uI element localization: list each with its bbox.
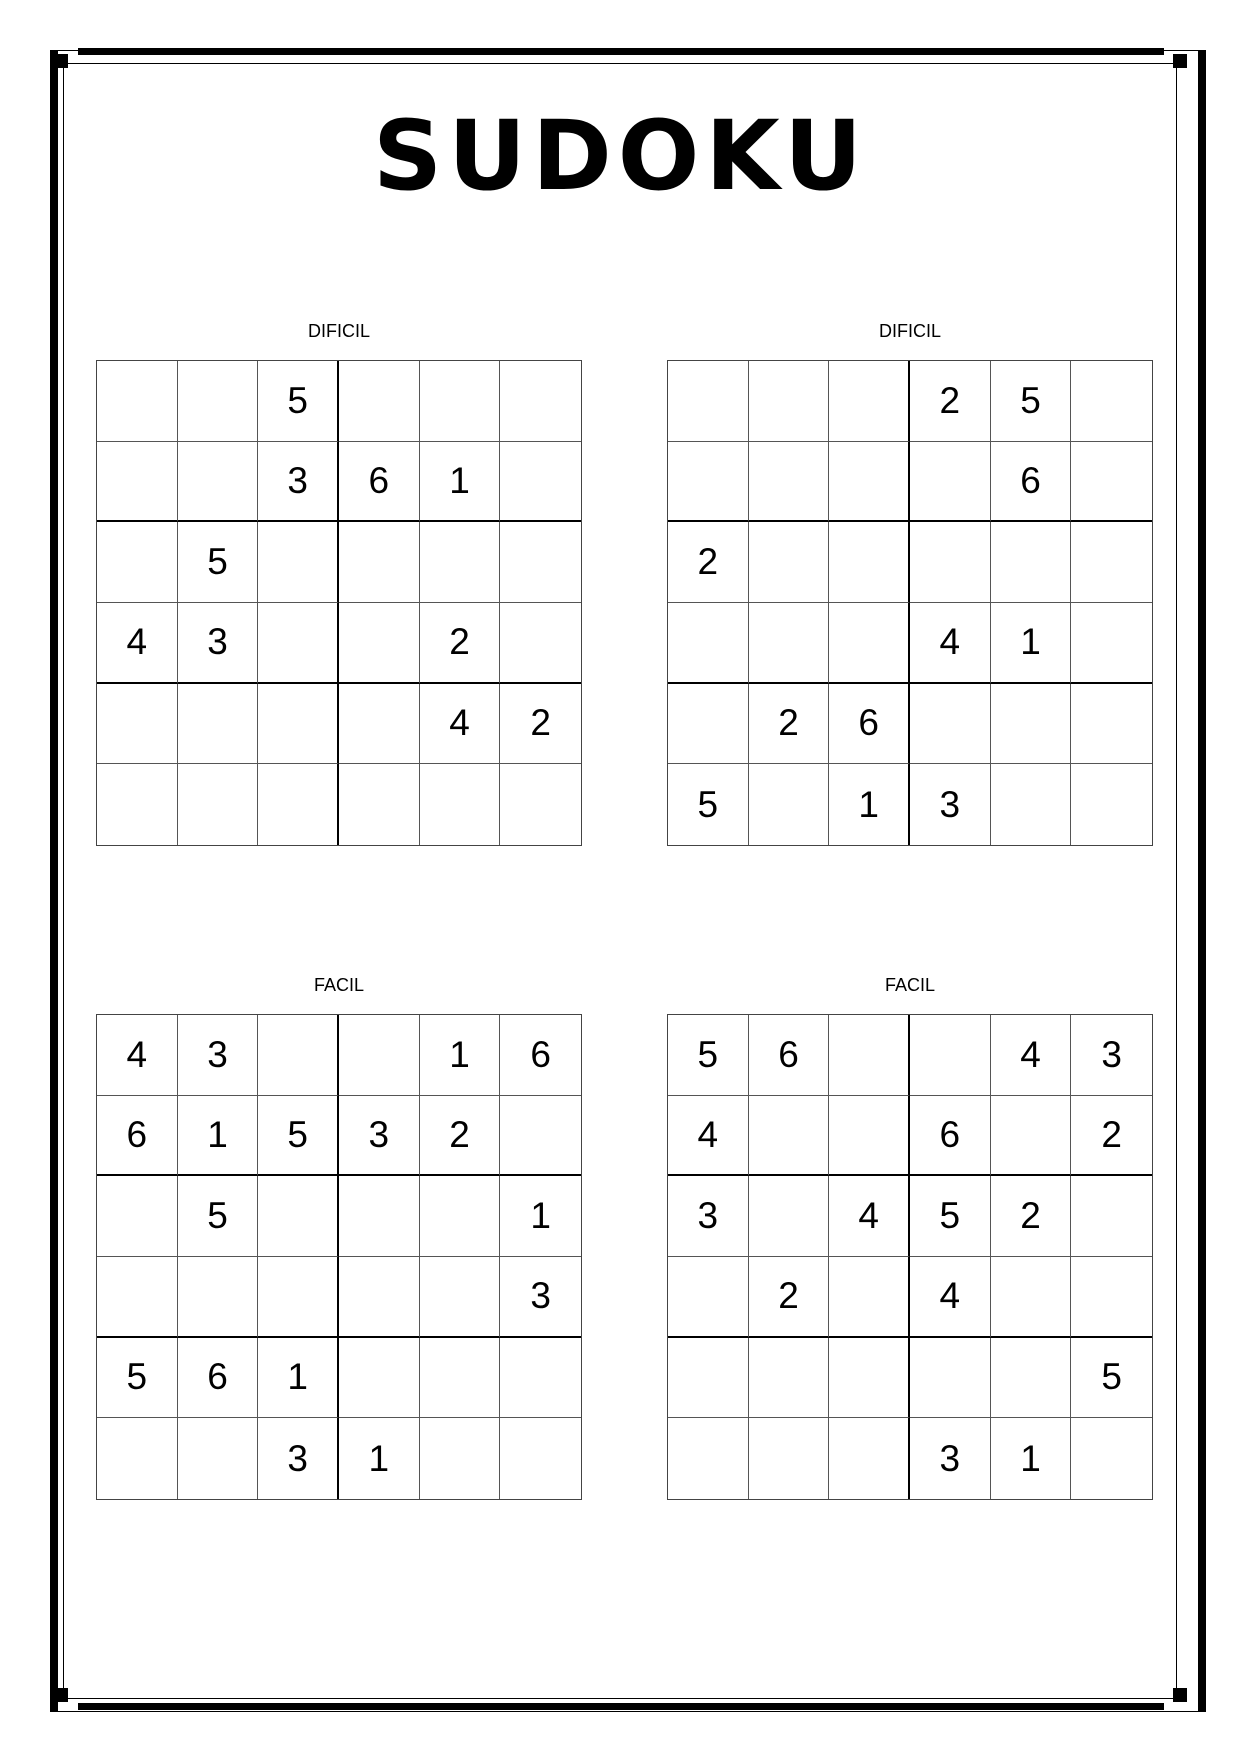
sudoku-cell[interactable] [178, 1418, 259, 1499]
sudoku-cell[interactable] [991, 522, 1072, 603]
sudoku-cell[interactable] [339, 1257, 420, 1338]
sudoku-cell[interactable] [97, 684, 178, 765]
sudoku-cell[interactable] [339, 522, 420, 603]
sudoku-cell[interactable] [829, 1418, 910, 1499]
sudoku-cell[interactable]: 2 [749, 1257, 830, 1338]
sudoku-cell[interactable]: 5 [991, 361, 1072, 442]
border-corner [54, 1688, 68, 1702]
sudoku-cell[interactable] [829, 1338, 910, 1419]
sudoku-cell[interactable]: 6 [97, 1096, 178, 1177]
sudoku-cell[interactable]: 5 [910, 1176, 991, 1257]
sudoku-cell[interactable] [991, 1338, 1072, 1419]
sudoku-cell[interactable]: 5 [178, 522, 259, 603]
sudoku-cell[interactable] [749, 1096, 830, 1177]
sudoku-cell[interactable] [991, 1096, 1072, 1177]
sudoku-cell[interactable] [991, 1257, 1072, 1338]
sudoku-cell[interactable] [668, 1418, 749, 1499]
sudoku-cell[interactable]: 1 [258, 1338, 339, 1419]
sudoku-cell[interactable] [910, 1015, 991, 1096]
sudoku-cell[interactable] [749, 1418, 830, 1499]
sudoku-cell[interactable] [178, 361, 259, 442]
sudoku-cell[interactable] [258, 603, 339, 684]
page-title: SUDOKU [372, 100, 869, 212]
sudoku-cell[interactable] [97, 1418, 178, 1499]
sudoku-cell[interactable]: 1 [829, 764, 910, 845]
sudoku-cell[interactable] [1071, 684, 1152, 765]
sudoku-grid [667, 360, 1153, 846]
sudoku-cell[interactable]: 5 [97, 1338, 178, 1419]
sudoku-cell[interactable] [668, 603, 749, 684]
sudoku-cell[interactable]: 3 [258, 442, 339, 523]
page-border-top-bar [78, 48, 1164, 55]
sudoku-cell[interactable]: 6 [910, 1096, 991, 1177]
sudoku-cell[interactable] [500, 764, 581, 845]
sudoku-cell[interactable] [668, 361, 749, 442]
sudoku-cell[interactable]: 3 [258, 1418, 339, 1499]
sudoku-cell[interactable] [420, 1257, 501, 1338]
sudoku-cell[interactable]: 6 [178, 1338, 259, 1419]
sudoku-cell[interactable] [1071, 522, 1152, 603]
sudoku-cell[interactable] [829, 1015, 910, 1096]
sudoku-cell[interactable]: 4 [97, 1015, 178, 1096]
sudoku-cell[interactable] [500, 442, 581, 523]
sudoku-cell[interactable]: 4 [991, 1015, 1072, 1096]
sudoku-cell[interactable]: 5 [178, 1176, 259, 1257]
sudoku-cell[interactable] [500, 603, 581, 684]
sudoku-cell[interactable] [1071, 1257, 1152, 1338]
sudoku-cell[interactable] [910, 442, 991, 523]
sudoku-cell[interactable] [339, 684, 420, 765]
sudoku-cell[interactable]: 6 [829, 684, 910, 765]
sudoku-cell[interactable]: 5 [668, 764, 749, 845]
sudoku-cell[interactable] [910, 684, 991, 765]
sudoku-cell[interactable] [1071, 1418, 1152, 1499]
sudoku-cell[interactable] [749, 442, 830, 523]
sudoku-cell[interactable]: 4 [910, 603, 991, 684]
sudoku-cell[interactable] [258, 1015, 339, 1096]
sudoku-cell[interactable] [829, 1096, 910, 1177]
sudoku-cell[interactable]: 5 [668, 1015, 749, 1096]
sudoku-cell[interactable] [829, 522, 910, 603]
sudoku-cell[interactable]: 2 [420, 1096, 501, 1177]
sudoku-cell[interactable] [910, 522, 991, 603]
sudoku-cell[interactable] [258, 1257, 339, 1338]
sudoku-cell[interactable] [178, 1257, 259, 1338]
sudoku-cell[interactable] [500, 361, 581, 442]
sudoku-cell[interactable] [500, 522, 581, 603]
sudoku-cell[interactable]: 2 [668, 522, 749, 603]
puzzle-difficulty-label: FACIL [884, 975, 936, 995]
sudoku-cell[interactable] [749, 1176, 830, 1257]
sudoku-cell[interactable]: 4 [829, 1176, 910, 1257]
sudoku-cell[interactable]: 5 [1071, 1338, 1152, 1419]
sudoku-cell[interactable] [668, 1257, 749, 1338]
sudoku-cell[interactable]: 3 [668, 1176, 749, 1257]
sudoku-cell[interactable] [97, 1176, 178, 1257]
border-corner [54, 54, 68, 68]
puzzle-top-left [96, 320, 582, 846]
border-corner [1173, 1688, 1187, 1702]
sudoku-cell[interactable]: 4 [97, 603, 178, 684]
sudoku-cell[interactable]: 2 [1071, 1096, 1152, 1177]
sudoku-cell[interactable] [339, 361, 420, 442]
puzzle-difficulty-label: FACIL [313, 975, 365, 995]
sudoku-cell[interactable]: 6 [991, 442, 1072, 523]
sudoku-cell[interactable]: 1 [339, 1418, 420, 1499]
sudoku-cell[interactable] [97, 1257, 178, 1338]
sudoku-cell[interactable] [258, 764, 339, 845]
sudoku-cell[interactable] [178, 684, 259, 765]
sudoku-cell[interactable] [1071, 1176, 1152, 1257]
sudoku-cell[interactable]: 4 [668, 1096, 749, 1177]
sudoku-cell[interactable] [1071, 442, 1152, 523]
sudoku-cell[interactable] [339, 1338, 420, 1419]
sudoku-cell[interactable] [339, 1176, 420, 1257]
sudoku-cell[interactable]: 3 [178, 603, 259, 684]
puzzle-difficulty-label: DIFICIL [307, 321, 370, 341]
puzzle-bottom-right [667, 974, 1153, 1500]
sudoku-grid [96, 360, 582, 846]
sudoku-grid [667, 1014, 1153, 1500]
border-corner [1173, 54, 1187, 68]
sudoku-cell[interactable]: 6 [749, 1015, 830, 1096]
sudoku-cell[interactable]: 6 [500, 1015, 581, 1096]
sudoku-cell[interactable]: 3 [910, 1418, 991, 1499]
sudoku-cell[interactable] [668, 684, 749, 765]
sudoku-cell[interactable] [749, 603, 830, 684]
sudoku-cell[interactable]: 1 [500, 1176, 581, 1257]
sudoku-cell[interactable] [258, 522, 339, 603]
sudoku-grid [96, 1014, 582, 1500]
sudoku-cell[interactable] [97, 442, 178, 523]
puzzle-bottom-left [96, 974, 582, 1500]
sudoku-cell[interactable] [97, 361, 178, 442]
sudoku-cell[interactable] [1071, 603, 1152, 684]
sudoku-cell[interactable] [500, 1418, 581, 1499]
sudoku-cell[interactable] [258, 684, 339, 765]
sudoku-cell[interactable] [178, 442, 259, 523]
sudoku-cell[interactable] [1071, 764, 1152, 845]
sudoku-cell[interactable] [339, 1015, 420, 1096]
sudoku-cell[interactable] [668, 1338, 749, 1419]
sudoku-cell[interactable]: 2 [500, 684, 581, 765]
sudoku-cell[interactable]: 6 [339, 442, 420, 523]
sudoku-cell[interactable] [420, 1176, 501, 1257]
sudoku-cell[interactable] [829, 603, 910, 684]
sudoku-cell[interactable] [829, 442, 910, 523]
sudoku-cell[interactable]: 5 [258, 361, 339, 442]
sudoku-cell[interactable] [420, 522, 501, 603]
sudoku-cell[interactable]: 1 [991, 603, 1072, 684]
sudoku-cell[interactable] [420, 361, 501, 442]
sudoku-cell[interactable] [829, 1257, 910, 1338]
sudoku-cell[interactable]: 2 [420, 603, 501, 684]
sudoku-cell[interactable]: 1 [420, 442, 501, 523]
sudoku-cell[interactable]: 1 [420, 1015, 501, 1096]
sudoku-cell[interactable] [829, 361, 910, 442]
sudoku-cell[interactable]: 2 [749, 684, 830, 765]
sudoku-cell[interactable]: 3 [910, 764, 991, 845]
sudoku-cell[interactable]: 3 [178, 1015, 259, 1096]
sudoku-cell[interactable]: 3 [500, 1257, 581, 1338]
sudoku-cell[interactable] [991, 764, 1072, 845]
sudoku-cell[interactable]: 1 [991, 1418, 1072, 1499]
sudoku-cell[interactable] [420, 764, 501, 845]
sudoku-cell[interactable] [420, 1418, 501, 1499]
sudoku-cell[interactable] [991, 684, 1072, 765]
sudoku-cell[interactable]: 4 [420, 684, 501, 765]
sudoku-cell[interactable]: 4 [910, 1257, 991, 1338]
sudoku-cell[interactable]: 2 [910, 361, 991, 442]
puzzle-difficulty-label: DIFICIL [878, 321, 941, 341]
sudoku-cell[interactable] [749, 1338, 830, 1419]
sudoku-cell[interactable]: 2 [991, 1176, 1072, 1257]
sudoku-cell[interactable]: 1 [178, 1096, 259, 1177]
sudoku-cell[interactable] [910, 1338, 991, 1419]
sudoku-cell[interactable] [97, 764, 178, 845]
sudoku-cell[interactable] [339, 603, 420, 684]
sudoku-cell[interactable] [500, 1096, 581, 1177]
sudoku-cell[interactable] [668, 442, 749, 523]
sudoku-cell[interactable] [258, 1176, 339, 1257]
sudoku-cell[interactable] [749, 361, 830, 442]
sudoku-cell[interactable] [749, 764, 830, 845]
sudoku-cell[interactable]: 5 [258, 1096, 339, 1177]
sudoku-cell[interactable]: 3 [1071, 1015, 1152, 1096]
sudoku-cell[interactable] [420, 1338, 501, 1419]
sudoku-cell[interactable] [97, 522, 178, 603]
sudoku-cell[interactable] [339, 764, 420, 845]
page-border-bottom-bar [78, 1703, 1164, 1710]
sudoku-cell[interactable] [178, 764, 259, 845]
sudoku-cell[interactable] [749, 522, 830, 603]
sudoku-cell[interactable] [500, 1338, 581, 1419]
sudoku-cell[interactable] [1071, 361, 1152, 442]
sudoku-cell[interactable]: 3 [339, 1096, 420, 1177]
puzzle-top-right [667, 320, 1153, 846]
